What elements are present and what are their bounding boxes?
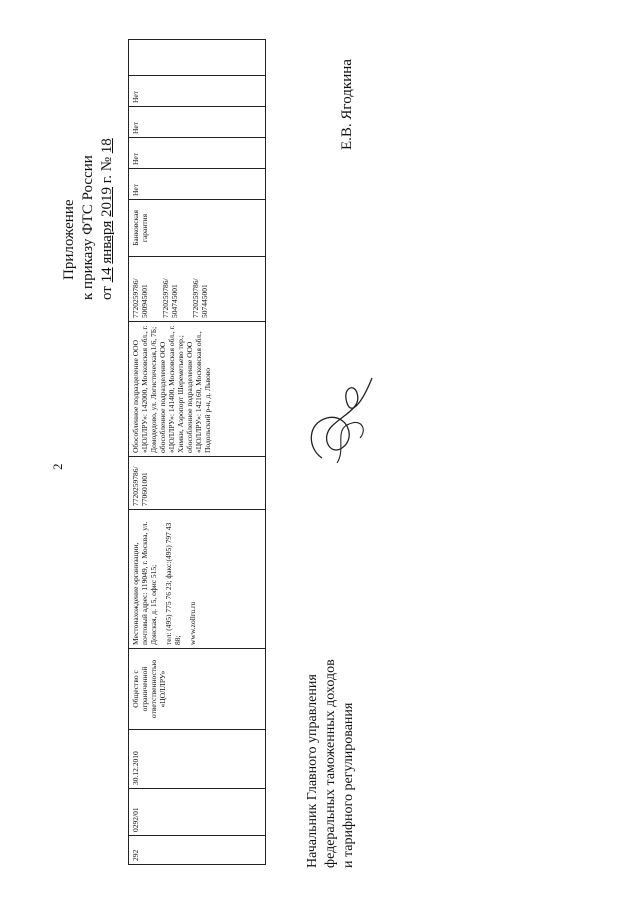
appendix-from: от [99,286,115,300]
registry-table [128,39,266,865]
signer-title-1: Начальник Главного управления [305,674,320,868]
cell-x2: Нет [129,138,266,169]
sep-line-2: обособленное подразделение ООО «ЦОЛЛРУ»: 141400, Московская обл., г. Химки, Аэропорт Шереметьево тер.; [158,325,185,453]
signer-title-2: федеральных таможенных доходов [323,659,338,868]
appendix-date-line [98,0,117,300]
cell-name: Общество с ограниченной ответственностью «ЦОЛЛРУ» [129,649,266,730]
appendix-day: 14 [99,267,115,283]
appendix-year: 2019 [99,187,115,218]
appendix-order: к приказу ФТС России [80,155,96,300]
addr-line-2: тел: (495) 775 76 23; факс:(495) 797 43 88; [164,522,182,645]
signer-name: Е.В. Ягодкина [339,59,355,150]
signature-block [304,618,358,868]
inn2-line-3: 7720259786/ 507445001 [191,278,209,318]
handwritten-signature [302,368,377,468]
page-number: 2 [50,463,65,470]
cell-num: 292 [129,836,266,865]
appendix-title: Приложение [61,199,77,280]
appendix-month: января [99,220,115,264]
cell-empty [129,40,266,76]
cell-address [129,510,266,649]
cell-separate-units [129,322,266,457]
cell-inn: 7720259786/ 770601001 [129,457,266,510]
cell-reg: 0292/01 [129,789,266,836]
cell-guarantee: Банковская гарантия [129,200,266,257]
table-row [129,40,266,865]
addr-line-1: Местонахождение организации, почтовый адрес: 119049, г. Москва, ул. Донская, д. 15, офис 515; [131,521,158,645]
appendix-no-sign: № [99,156,115,172]
inn2-line-2: 7720259786/ 504745001 [161,278,179,318]
sep-line-3: обособленное подразделение ООО «ЦОЛЛРУ»: 142160, Московская обл., Подольский р-н, д. Львово [185,331,212,453]
appendix-g: г. [99,175,115,184]
addr-line-3: www.zollru.ru [188,601,197,645]
appendix-header [60,0,117,300]
registry-table-wrap [128,39,266,865]
signer-title-3: и тарифного регулирования [341,702,356,868]
cell-x3: Нет [129,107,266,138]
appendix-number: 18 [99,138,115,154]
cell-x1: Нет [129,169,266,200]
cell-inn-units [129,257,266,322]
cell-date: 30.12.2010 [129,730,266,789]
cell-x4: Нет [129,76,266,107]
inn2-line-1: 7720259786/ 500945001 [131,278,149,318]
sep-line-1: Обособленное подразделение ООО «ЦОЛЛРУ»: 142000, Московская обл., г. Домодедово, ул. Логистическая,1/6, 7Б; [131,325,158,453]
